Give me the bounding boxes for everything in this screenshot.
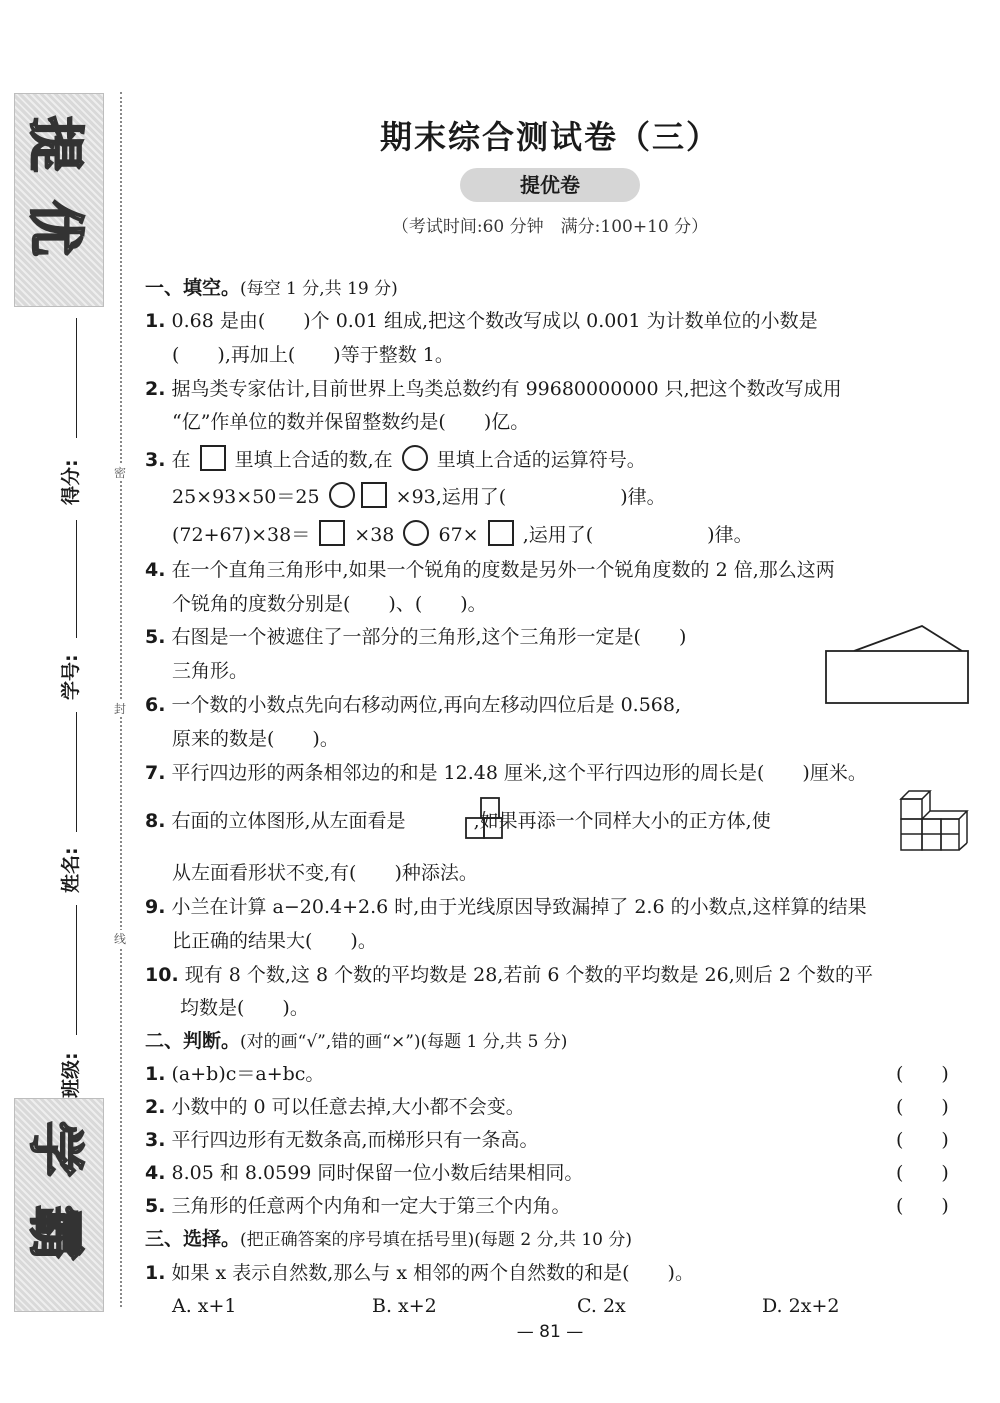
seal-char-feng: 封 [113,702,126,716]
q3-text-c: 里填上合适的运算符号。 [436,449,646,471]
field-line-student-id[interactable] [76,520,77,638]
choice-1-number: 1. [145,1262,166,1284]
q3-number: 3. [145,449,166,471]
judge-5-number: 5. [145,1195,166,1217]
q6-text-1: 一个数的小数点先向右移动两位,再向左移动四位后是 0.568, [171,694,682,716]
q3-eq2-a: (72+67)×38＝ [172,524,311,546]
brand-banner-top [14,93,104,307]
q1-number: 1. [145,310,166,332]
seal-char-xian: 线 [113,932,126,946]
section-2-note: (对的画“√”,错的画“×”)(每题 1 分,共 5 分) [240,1032,568,1052]
field-label-name: 姓名: [60,847,82,893]
q8-number: 8. [145,810,166,832]
q2-line-1 [145,376,842,402]
square-blank-icon [200,445,226,471]
judge-item-4 [145,1160,583,1186]
number-blank-box[interactable] [361,482,387,508]
judge-item-3 [145,1127,539,1153]
section-3-heading [145,1226,632,1253]
q2-line-2: “亿”作单位的数并保留整数约是( )亿。 [172,411,530,433]
q1-line-1 [145,308,818,334]
q4-line-1 [145,557,835,583]
judge-1-answer[interactable]: ( ) [896,1063,949,1085]
choice-q1 [145,1260,694,1286]
q3-eq1-a: 25×93×50＝25 [172,486,320,508]
q10-text-1: 现有 8 个数,这 8 个数的平均数是 28,若前 6 个数的平均数是 26,则后 2 个数的平 [184,964,873,986]
q1-line-2: ( ),再加上( )等于整数 1。 [172,344,454,366]
judge-4-number: 4. [145,1162,166,1184]
choice-option-d[interactable]: D. 2x+2 [762,1295,840,1317]
q9-number: 9. [145,896,166,918]
q7-text-1: 平行四边形的两条相邻边的和是 12.48 厘米,这个平行四边形的周长是( )厘米。 [171,762,867,784]
q3-eq1-b: ×93,运用了( )律。 [395,486,666,508]
judge-4-text: 8.05 和 8.0599 同时保留一位小数后结果相同。 [171,1162,584,1184]
judge-5-text: 三角形的任意两个内角和一定大于第三个内角。 [171,1195,571,1217]
judge-3-text: 平行四边形有无数条高,而梯形只有一条高。 [171,1129,539,1151]
left-view-figure [464,796,520,846]
judge-5-answer[interactable]: ( ) [896,1195,949,1217]
section-3-title: 三、选择。 [145,1228,241,1250]
number-blank-box[interactable] [319,520,345,546]
q3-eq2-c: 67× [438,524,479,546]
section-1-title: 一、填空。 [145,277,241,299]
q3-line-2 [172,482,666,510]
q8-line-2: 从左面看形状不变,有( )种添法。 [172,862,478,884]
q8-line-1 [145,808,771,834]
hidden-triangle-figure [822,622,972,706]
page-number: — 81 — [516,1322,584,1342]
q3-text-b: 里填上合适的数,在 [234,449,393,471]
q4-line-2: 个锐角的度数分别是( )、( )。 [172,593,487,615]
q2-number: 2. [145,378,166,400]
choice-option-a[interactable]: A. x+1 [172,1295,237,1317]
seal-char-mi: 密 [113,466,126,480]
q7-number: 7. [145,762,166,784]
q5-line-2: 三角形。 [172,660,249,682]
brand-text-top: 提优 [22,116,87,284]
q3-eq2-b: ×38 [354,524,395,546]
judge-2-answer[interactable]: ( ) [896,1096,949,1118]
operator-blank-circle[interactable] [403,520,429,546]
q7-line-1 [145,760,867,786]
q4-text-1: 在一个直角三角形中,如果一个锐角的度数是另外一个锐角度数的 2 倍,那么这两 [171,559,835,581]
page-title: 期末综合测试卷（三） [379,118,720,156]
q8-text-a: 右面的立体图形,从左面看是 [171,810,406,832]
section-2-title: 二、判断。 [145,1030,241,1052]
choice-option-b[interactable]: B. x+2 [372,1295,437,1317]
field-label-score: 得分: [60,459,82,505]
judge-item-2 [145,1094,525,1120]
q6-line-1 [145,692,681,718]
judge-item-5 [145,1193,571,1219]
q6-line-2: 原来的数是( )。 [172,728,339,750]
q3-line-1 [145,445,646,473]
judge-3-answer[interactable]: ( ) [896,1129,949,1151]
section-1-note: (每空 1 分,共 19 分) [240,279,398,299]
judge-2-text: 小数中的 0 可以任意去掉,大小都不会变。 [171,1096,525,1118]
cube-solid-figure [893,788,973,854]
section-3-note: (把正确答案的序号填在括号里)(每题 2 分,共 10 分) [240,1230,633,1250]
field-label-class: 班级: [60,1052,82,1098]
q8-text-b: ,如果再添一个同样大小的正方体,使 [473,810,771,832]
field-line-class[interactable] [76,905,77,1035]
q3-text-a: 在 [171,449,191,471]
q10-line-1 [145,962,873,988]
q9-line-2: 比正确的结果大( )。 [172,930,377,952]
q3-line-3 [172,520,753,548]
field-line-name[interactable] [76,712,77,832]
q5-line-1 [145,624,686,650]
choice-option-c[interactable]: C. 2x [577,1295,626,1317]
q2-text-1: 据鸟类专家估计,目前世界上鸟类总数约有 99680000000 只,把这个数改写成用 [171,378,842,400]
judge-1-text: (a+b)c＝a+bc。 [171,1063,325,1085]
brand-text-bottom: 学霸 [22,1121,87,1289]
q4-number: 4. [145,559,166,581]
q5-number: 5. [145,626,166,648]
judge-item-1 [145,1061,324,1087]
q9-text-1: 小兰在计算 a−20.4+2.6 时,由于光线原因导致漏掉了 2.6 的小数点,这样算的结果 [171,896,867,918]
section-1-heading [145,275,398,302]
exam-info: （考试时间:60 分钟 满分:100+10 分） [391,217,709,237]
q10-line-2: 均数是( )。 [180,997,309,1019]
q3-eq2-d: ,运用了( )律。 [522,524,753,546]
brand-banner-bottom [14,1098,104,1312]
judge-1-number: 1. [145,1063,166,1085]
q9-line-1 [145,894,867,920]
circle-blank-icon [402,445,428,471]
q1-text-1: 0.68 是由( )个 0.01 组成,把这个数改写成以 0.001 为计数单位的小数是 [171,310,818,332]
number-blank-box[interactable] [488,520,514,546]
field-label-student-id: 学号: [60,654,82,700]
judge-3-number: 3. [145,1129,166,1151]
operator-blank-circle[interactable] [329,482,355,508]
subtitle-badge: 提优卷 [460,168,640,202]
judge-2-number: 2. [145,1096,166,1118]
section-2-heading [145,1028,567,1055]
q10-number: 10. [145,964,179,986]
choice-1-text: 如果 x 表示自然数,那么与 x 相邻的两个自然数的和是( )。 [171,1262,694,1284]
field-line-score[interactable] [76,318,77,438]
q6-number: 6. [145,694,166,716]
judge-4-answer[interactable]: ( ) [896,1162,949,1184]
q5-text-1: 右图是一个被遮住了一部分的三角形,这个三角形一定是( ) [171,626,687,648]
